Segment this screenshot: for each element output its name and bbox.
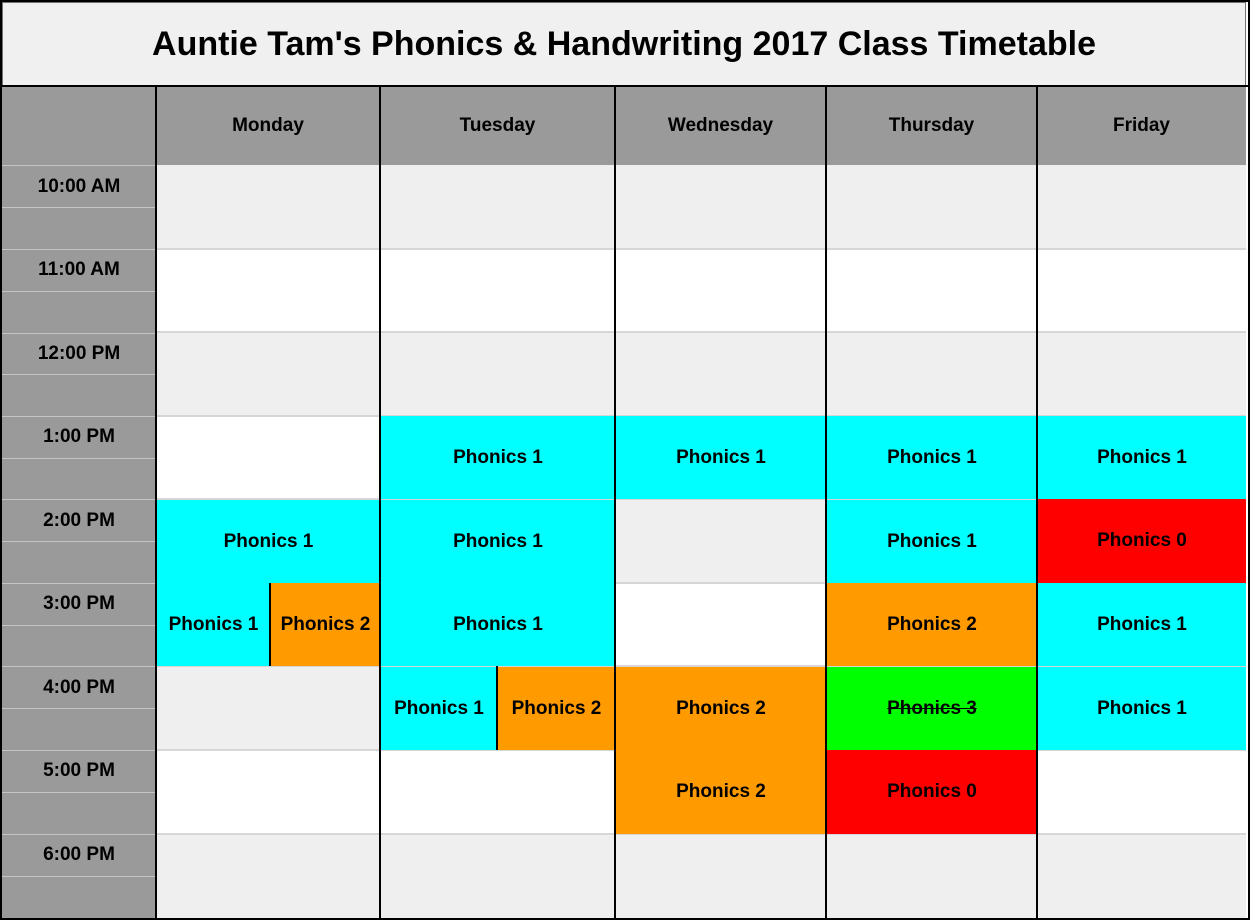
row-divider	[156, 248, 1246, 250]
time-divider	[2, 708, 156, 709]
class-block-thu-3pm[interactable]	[827, 583, 1037, 666]
time-label-2pm: 2:00 PM	[43, 509, 115, 531]
day-header-thursday: Thursday	[888, 114, 975, 136]
class-label: Phonics 1	[1097, 446, 1187, 468]
class-label: Phonics 1	[223, 530, 314, 552]
column-divider	[155, 86, 157, 918]
time-divider	[2, 876, 156, 877]
class-block-thu-2pm[interactable]	[827, 500, 1037, 583]
class-label: Phonics 2	[676, 781, 766, 802]
class-label: Phonics 1	[394, 697, 484, 719]
class-block-tue-4pm-b[interactable]	[498, 667, 615, 750]
class-label: Phonics 1	[453, 613, 543, 635]
time-label-11am: 11:00 AM	[38, 258, 120, 280]
time-divider	[2, 792, 156, 793]
class-block-tue-4pm-a[interactable]	[381, 667, 497, 750]
column-divider	[614, 86, 616, 918]
row-12pm	[156, 333, 1246, 417]
class-label: Phonics 1	[1097, 697, 1187, 719]
class-label: Phonics 1	[1097, 613, 1187, 635]
class-block-thu-1pm[interactable]	[827, 416, 1037, 499]
row-6pm	[156, 834, 1246, 918]
time-divider	[2, 625, 156, 626]
class-block-thu-5pm[interactable]	[827, 750, 1037, 834]
class-block-thu-4pm[interactable]	[827, 667, 1037, 750]
day-header-tuesday: Tuesday	[459, 114, 536, 136]
time-divider	[2, 458, 156, 459]
header-divider	[0, 85, 1250, 87]
row-divider	[156, 331, 1246, 333]
time-label-1pm: 1:00 PM	[43, 425, 115, 447]
column-divider	[1036, 86, 1038, 918]
column-divider	[825, 86, 827, 918]
split-divider	[496, 666, 498, 750]
class-label: Phonics 1	[676, 446, 766, 468]
page-title: Auntie Tam's Phonics & Handwriting 2017 Class Timetable	[152, 24, 1096, 63]
class-label: Phonics 2	[676, 697, 766, 719]
class-block-fri-4pm[interactable]	[1038, 667, 1246, 750]
time-label-4pm: 4:00 PM	[43, 676, 115, 698]
day-header-friday: Friday	[1112, 114, 1171, 136]
split-divider	[269, 583, 271, 666]
class-label: Phonics 2	[280, 613, 371, 635]
time-divider	[2, 207, 156, 208]
class-label: Phonics 1	[453, 530, 543, 552]
class-label: Phonics 1	[887, 530, 977, 552]
class-label-cancelled: Phonics 3	[887, 697, 977, 719]
class-label: Phonics 0	[1097, 530, 1187, 551]
time-label-6pm: 6:00 PM	[43, 843, 115, 865]
class-label: Phonics 2	[887, 613, 977, 635]
class-label: Phonics 1	[453, 446, 543, 468]
time-divider	[2, 291, 156, 292]
class-block-mon-3pm-a[interactable]	[157, 583, 270, 666]
column-divider	[379, 86, 381, 918]
time-divider	[2, 541, 156, 542]
class-label: Phonics 1	[168, 613, 259, 635]
class-block-fri-1pm[interactable]	[1038, 416, 1246, 499]
class-block-wed-1pm[interactable]	[616, 416, 826, 499]
time-label-5pm: 5:00 PM	[43, 759, 115, 781]
class-block-wed-5pm[interactable]	[616, 750, 826, 834]
time-label-3pm: 3:00 PM	[43, 592, 115, 614]
row-10am	[156, 165, 1246, 249]
class-block-fri-3pm[interactable]	[1038, 583, 1246, 666]
class-label: Phonics 0	[887, 781, 977, 802]
row-11am	[156, 249, 1246, 333]
class-label: Phonics 1	[887, 446, 977, 468]
class-block-tue-3pm[interactable]	[381, 583, 615, 666]
class-block-wed-4pm[interactable]	[616, 667, 826, 750]
day-header-wednesday: Wednesday	[667, 114, 774, 136]
time-label-12pm: 12:00 PM	[37, 342, 121, 364]
class-block-mon-3pm-b[interactable]	[271, 583, 380, 666]
time-divider	[2, 374, 156, 375]
class-block-mon-2pm[interactable]	[157, 500, 380, 583]
title-bar	[2, 2, 1246, 86]
class-block-tue-2pm[interactable]	[381, 500, 615, 583]
day-header-monday: Monday	[232, 114, 304, 136]
time-label-10am: 10:00 AM	[37, 175, 121, 197]
class-block-fri-2pm[interactable]	[1038, 499, 1246, 583]
class-label: Phonics 2	[511, 697, 602, 719]
class-block-tue-1pm[interactable]	[381, 416, 615, 499]
